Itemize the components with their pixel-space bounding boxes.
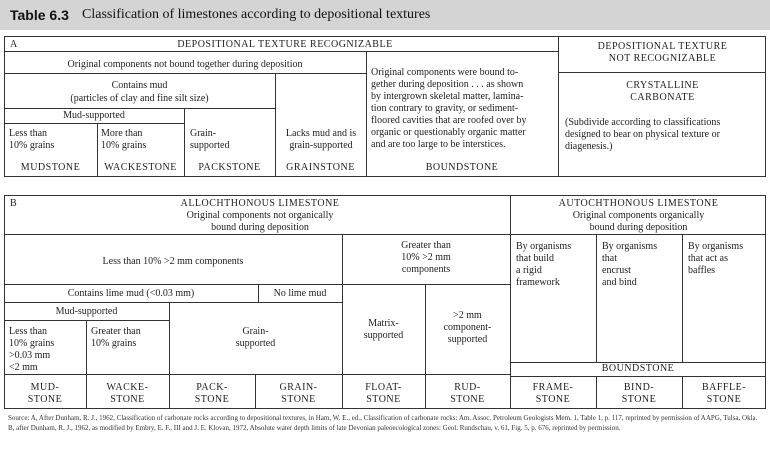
contains-mud-text: Contains mud <box>111 80 168 91</box>
more-than-10-text: More than 10% grains <box>101 128 147 151</box>
baffles-text: By organisms that act as baffles <box>688 241 744 276</box>
not-recognizable-heading: DEPOSITIONAL TEXTURE NOT RECOGNIZABLE <box>597 41 728 64</box>
table-title: Classification of limestones according to depositional textures <box>82 7 431 22</box>
name-wackestone-b: WACKE- STONE <box>106 382 149 405</box>
crystalline-carbonate: CRYSTALLINE CARBONATE <box>626 80 699 103</box>
name-mudstone-b: MUD- STONE <box>27 382 63 405</box>
less-than-2mm-text: Less than 10% >2 mm components <box>102 256 244 267</box>
less-than-10-text: Less than 10% grains <box>9 128 55 151</box>
name-rudstone: RUD- STONE <box>450 382 485 405</box>
greater-than-2mm-text: Greater than 10% >2 mm components <box>401 240 451 275</box>
subdivide-text: (Subdivide according to classifications designed to bear on physical texture or diagenesis.) <box>565 117 721 152</box>
matrix-supported-text: Matrix- supported <box>363 318 404 341</box>
texture-recognizable-heading: DEPOSITIONAL TEXTURE RECOGNIZABLE <box>177 39 393 50</box>
table-header-bar <box>0 0 770 30</box>
less-than-grains-text: Less than 10% grains >0.03 mm <2 mm <box>9 326 55 373</box>
source-note: Source: A, After Dunham, R. J., 1962, Classification of carbonate rocks according to depositional textures, in Ham, W. E., ed., Classification of carbonate rocks: Am. Assoc. Petroleum Geologists Mem. 1, Table 1, p. 117, reprinted by permission of AAPG, Tulsa, Okla. B, after Dunham, R. J., 1962, as modified by Embry, E. F., III and J. E. Klovan, 1972, Absolute water depth limits of late Devonian paleoecological zones: Geol. Rundschau, v. 61, Fig. 5, p. 676, reprinted by permission. <box>8 414 758 432</box>
part-b-label: B <box>10 198 17 209</box>
name-boundstone: BOUNDSTONE <box>425 162 499 173</box>
mud-supported-text: Mud-supported <box>63 110 125 121</box>
name-wackestone: WACKESTONE <box>104 162 177 173</box>
part-a-label: A <box>10 39 18 50</box>
name-mudstone: MUDSTONE <box>20 162 81 173</box>
name-floatstone: FLOAT- STONE <box>365 382 402 405</box>
name-framestone: FRAME- STONE <box>532 382 574 405</box>
bound-components-text: Original components were bound to- gether during deposition . . . as shown by intergrown skeletal matter, lamina- tion contrary to gravity, or sediment- floored cavities that are roofed over by organic or questionably organic matter and are too large to be interstices. <box>371 67 527 150</box>
name-grainstone: GRAINSTONE <box>286 162 355 173</box>
rigid-framework-text: By organisms that build a rigid framework <box>516 241 572 288</box>
no-lime-mud-text: No lime mud <box>273 288 327 299</box>
name-bindstone: BIND- STONE <box>621 382 657 405</box>
lacks-mud-text: Lacks mud and is grain-supported <box>285 128 357 151</box>
name-packstone: PACKSTONE <box>198 162 261 173</box>
allochthonous-heading: ALLOCHTHONOUS LIMESTONE <box>180 198 340 209</box>
name-bafflestone: BAFFLE- STONE <box>701 382 747 405</box>
name-packstone-b: PACK- STONE <box>194 382 230 405</box>
grain-supported-b-text: Grain- supported <box>235 326 276 349</box>
autochthonous-heading: AUTOCHTHONOUS LIMESTONE <box>558 198 719 209</box>
table-number: Table 6.3 <box>10 7 69 23</box>
component-supported-text: >2 mm component- supported <box>443 310 492 345</box>
autochthonous-sub: Original components organically bound during deposition <box>572 210 705 233</box>
boundstone-b-label: BOUNDSTONE <box>601 363 675 374</box>
encrust-bind-text: By organisms that encrust and bind <box>602 241 658 288</box>
allochthonous-sub: Original components not organically bound during deposition <box>186 210 334 233</box>
grain-supported-text: Grain- supported <box>190 128 230 151</box>
mud-particles-text: (particles of clay and fine silt size) <box>70 93 209 104</box>
mud-supported-b-text: Mud-supported <box>55 306 118 317</box>
not-bound-text: Original components not bound together during deposition <box>67 59 303 70</box>
name-grainstone-b: GRAIN- STONE <box>279 382 318 405</box>
greater-than-grains-text: Greater than 10% grains <box>91 326 141 349</box>
contains-lime-mud-text: Contains lime mud (<0.03 mm) <box>67 288 195 299</box>
